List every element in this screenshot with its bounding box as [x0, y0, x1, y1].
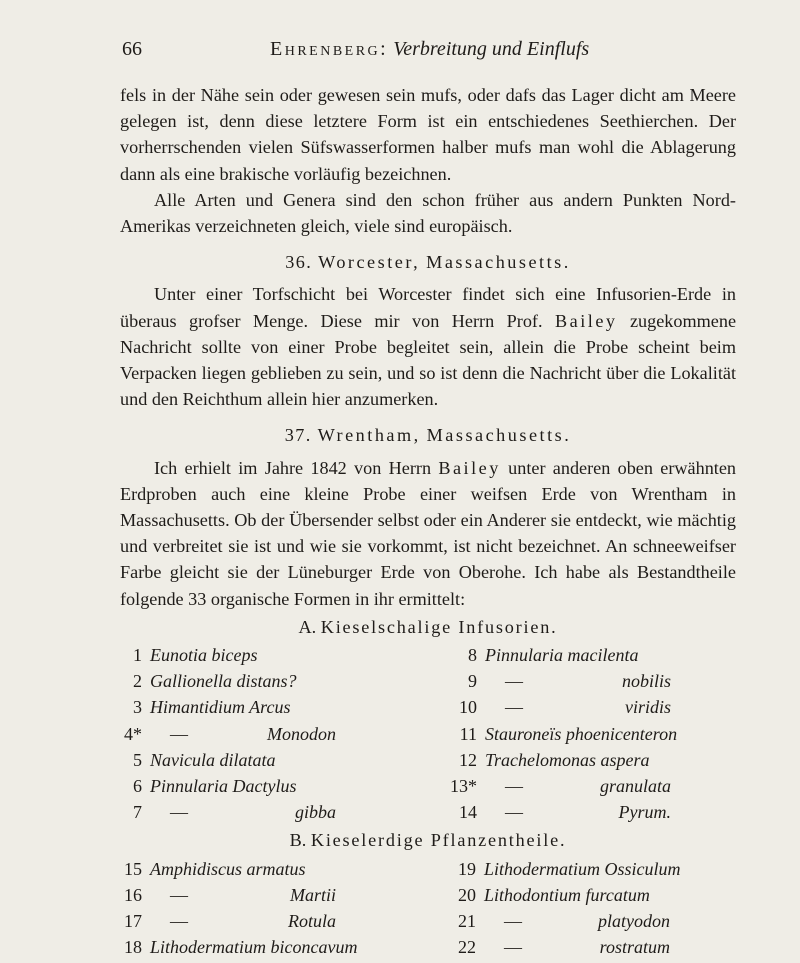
left-name-cell [150, 799, 450, 825]
list-row [116, 642, 736, 668]
left-name-cell [150, 721, 450, 747]
species-epithet: Monodon [267, 723, 336, 744]
left-name-cell [150, 882, 450, 908]
section-37-text-a: Ich erhielt im Jahre 1842 von Herrn [154, 457, 432, 478]
list-row [116, 799, 736, 825]
left-item-number: 16 [124, 884, 142, 905]
list-row [116, 747, 736, 773]
list-row [116, 721, 736, 747]
species-epithet: Martii [289, 884, 336, 905]
left-item-number: 7 [133, 802, 142, 823]
left-name-cell [150, 642, 450, 668]
list-row [116, 934, 736, 960]
left-item-number: 18 [124, 937, 142, 958]
list-a-prefix: A. [298, 616, 317, 637]
right-name-cell [484, 882, 736, 908]
list-a-heading [120, 614, 736, 640]
section-36-name: Bailey [555, 310, 618, 331]
right-item-number: 14 [459, 802, 477, 823]
species-epithet: Pyrum. [618, 802, 671, 823]
right-name-cell [484, 908, 736, 934]
right-species-name: Trachelomonas aspera [485, 749, 650, 770]
section-37-text-b: unter anderen oben erwähnten Erdproben auch eine kleine Probe einer weifsen Erde von Wrentham in Massachusetts. Ob der Übersender selbst oder ein Anderer sie entdeckt, wie mächtig und verbreitet sie ist und wie sie vorkommt, ist nicht bezeichnet. An schneeweifser Farbe gleicht sie der Lüneburger Erde von Oberohe. Ich habe als Bestandtheile folgende 33 organische Formen in ihr ermittelt: [120, 457, 737, 609]
section-36-place: Worcester, [318, 252, 421, 273]
left-name-cell [150, 773, 450, 799]
species-epithet: Rotula [288, 911, 336, 932]
right-item-number: 10 [459, 697, 477, 718]
left-item-number: 6 [133, 776, 142, 797]
list-b-prefix: B. [289, 830, 307, 851]
right-species-name: Stauroneïs phoenicenteron [485, 723, 678, 744]
right-name-cell [485, 773, 736, 799]
list-a-title: Kieselschalige Infusorien. [320, 616, 558, 637]
page-number: 66 [122, 38, 142, 60]
right-species-name: Lithodermatium Ossiculum [484, 858, 681, 879]
species-epithet: granulata [599, 776, 671, 797]
left-item-number: 1 [133, 645, 142, 666]
left-species-name: Himantidium Arcus [150, 697, 291, 718]
list-row [116, 908, 736, 934]
list-b-title: Kieselerdige Pflanzentheile. [310, 830, 567, 851]
running-header [122, 38, 732, 64]
left-species-name: Lithodermatium biconcavum [150, 937, 358, 958]
left-item-number: 17 [124, 911, 142, 932]
section-36-text-a: Unter einer Torfschicht bei Worcester findet sich eine Infusorien-Erde in überaus grofser Menge. Diese mir von Herrn Prof. [120, 284, 736, 331]
list-a-table [116, 642, 736, 825]
right-name-cell [485, 642, 736, 668]
species-epithet: rostratum [599, 937, 670, 958]
list-row [116, 856, 736, 882]
species-epithet: viridis [624, 697, 671, 718]
section-37-name: Bailey [438, 457, 501, 478]
right-item-number: 8 [468, 645, 477, 666]
left-item-number: 4* [124, 723, 142, 744]
list-row [116, 882, 736, 908]
list-row [116, 773, 736, 799]
left-name-cell [150, 934, 450, 960]
section-37-paragraph [120, 455, 736, 612]
species-epithet: platyodon [598, 911, 670, 932]
section-37-state: Massachusetts. [426, 425, 572, 446]
left-item-number: 15 [124, 858, 142, 879]
left-name-cell [150, 747, 450, 773]
header-title [270, 38, 589, 61]
ditto-dash: — [170, 911, 188, 932]
right-name-cell [484, 934, 736, 960]
section-36-paragraph [120, 281, 736, 412]
left-species-name: Eunotia biceps [150, 645, 258, 666]
right-item-number: 20 [458, 884, 476, 905]
section-heading-37 [120, 422, 736, 448]
left-species-name: Pinnularia Dactylus [150, 776, 297, 797]
ditto-dash: — [504, 937, 522, 958]
right-species-name: Pinnularia macilenta [485, 645, 639, 666]
ditto-dash: — [504, 911, 522, 932]
left-item-number: 3 [133, 697, 142, 718]
right-species-name: Lithodontium furcatum [484, 884, 650, 905]
section-37-number: 37. [284, 425, 312, 446]
right-item-number: 19 [458, 858, 476, 879]
header-author: Ehrenberg: [270, 38, 389, 60]
right-item-number: 22 [458, 937, 476, 958]
section-heading-36 [120, 249, 736, 275]
paragraph-continuation: fels in der Nähe sein oder gewesen sein mufs, oder dafs das Lager dicht am Meere gelegen ist, denn diese letztere Form ist ein entschiedenes Seethierchen. Der vorherrschenden vielen Süfswasserformen halber mufs man wohl die Ablagerung dann als eine brakische vorläufig bezeichnen. [120, 85, 736, 184]
left-species-name: Navicula dilatata [150, 749, 276, 770]
right-name-cell [485, 694, 736, 720]
ditto-dash: — [170, 884, 188, 905]
list-b-heading [120, 827, 736, 853]
ditto-dash: — [170, 723, 188, 744]
left-species-name: Amphidiscus armatus [150, 858, 306, 879]
list-b-table [116, 856, 736, 961]
right-item-number: 9 [468, 671, 477, 692]
header-subtitle: Verbreitung und Einflufs [393, 38, 590, 60]
section-37-place: Wrentham, [317, 425, 421, 446]
right-item-number: 12 [459, 749, 477, 770]
ditto-dash: — [170, 802, 188, 823]
left-species-name: Gallionella distans? [150, 671, 297, 692]
left-name-cell [150, 694, 450, 720]
paragraph-species-note: Alle Arten und Genera sind den schon früher aus andern Punkten Nord-Amerikas verzeichneten gleich, viele sind europäisch. [120, 189, 736, 237]
section-36-state: Massachusetts. [426, 252, 571, 273]
section-36-text-b: zugekommene Nachricht sollte von einer Probe begleitet sein, allein die Probe scheint beim Verpacken liegen geblieben zu sein, und so ist denn die Nachricht über die Lokalität und den Reichthum allein hier anzumerken. [120, 310, 737, 410]
species-epithet: gibba [294, 802, 336, 823]
left-item-number: 2 [133, 671, 142, 692]
section-36-number: 36. [285, 252, 313, 273]
right-item-number: 13* [450, 776, 477, 797]
left-name-cell [150, 668, 450, 694]
right-name-cell [485, 799, 736, 825]
species-epithet: nobilis [621, 671, 671, 692]
right-name-cell [485, 721, 736, 747]
ditto-dash: — [505, 671, 523, 692]
right-item-number: 11 [459, 723, 477, 744]
ditto-dash: — [505, 802, 523, 823]
page-body [120, 82, 736, 961]
right-name-cell [485, 747, 736, 773]
right-name-cell [484, 856, 736, 882]
right-item-number: 21 [458, 911, 476, 932]
ditto-dash: — [505, 697, 523, 718]
left-name-cell [150, 908, 450, 934]
list-row [116, 694, 736, 720]
left-item-number: 5 [133, 749, 142, 770]
list-row [116, 668, 736, 694]
right-name-cell [485, 668, 736, 694]
ditto-dash: — [505, 776, 523, 797]
left-name-cell [150, 856, 450, 882]
